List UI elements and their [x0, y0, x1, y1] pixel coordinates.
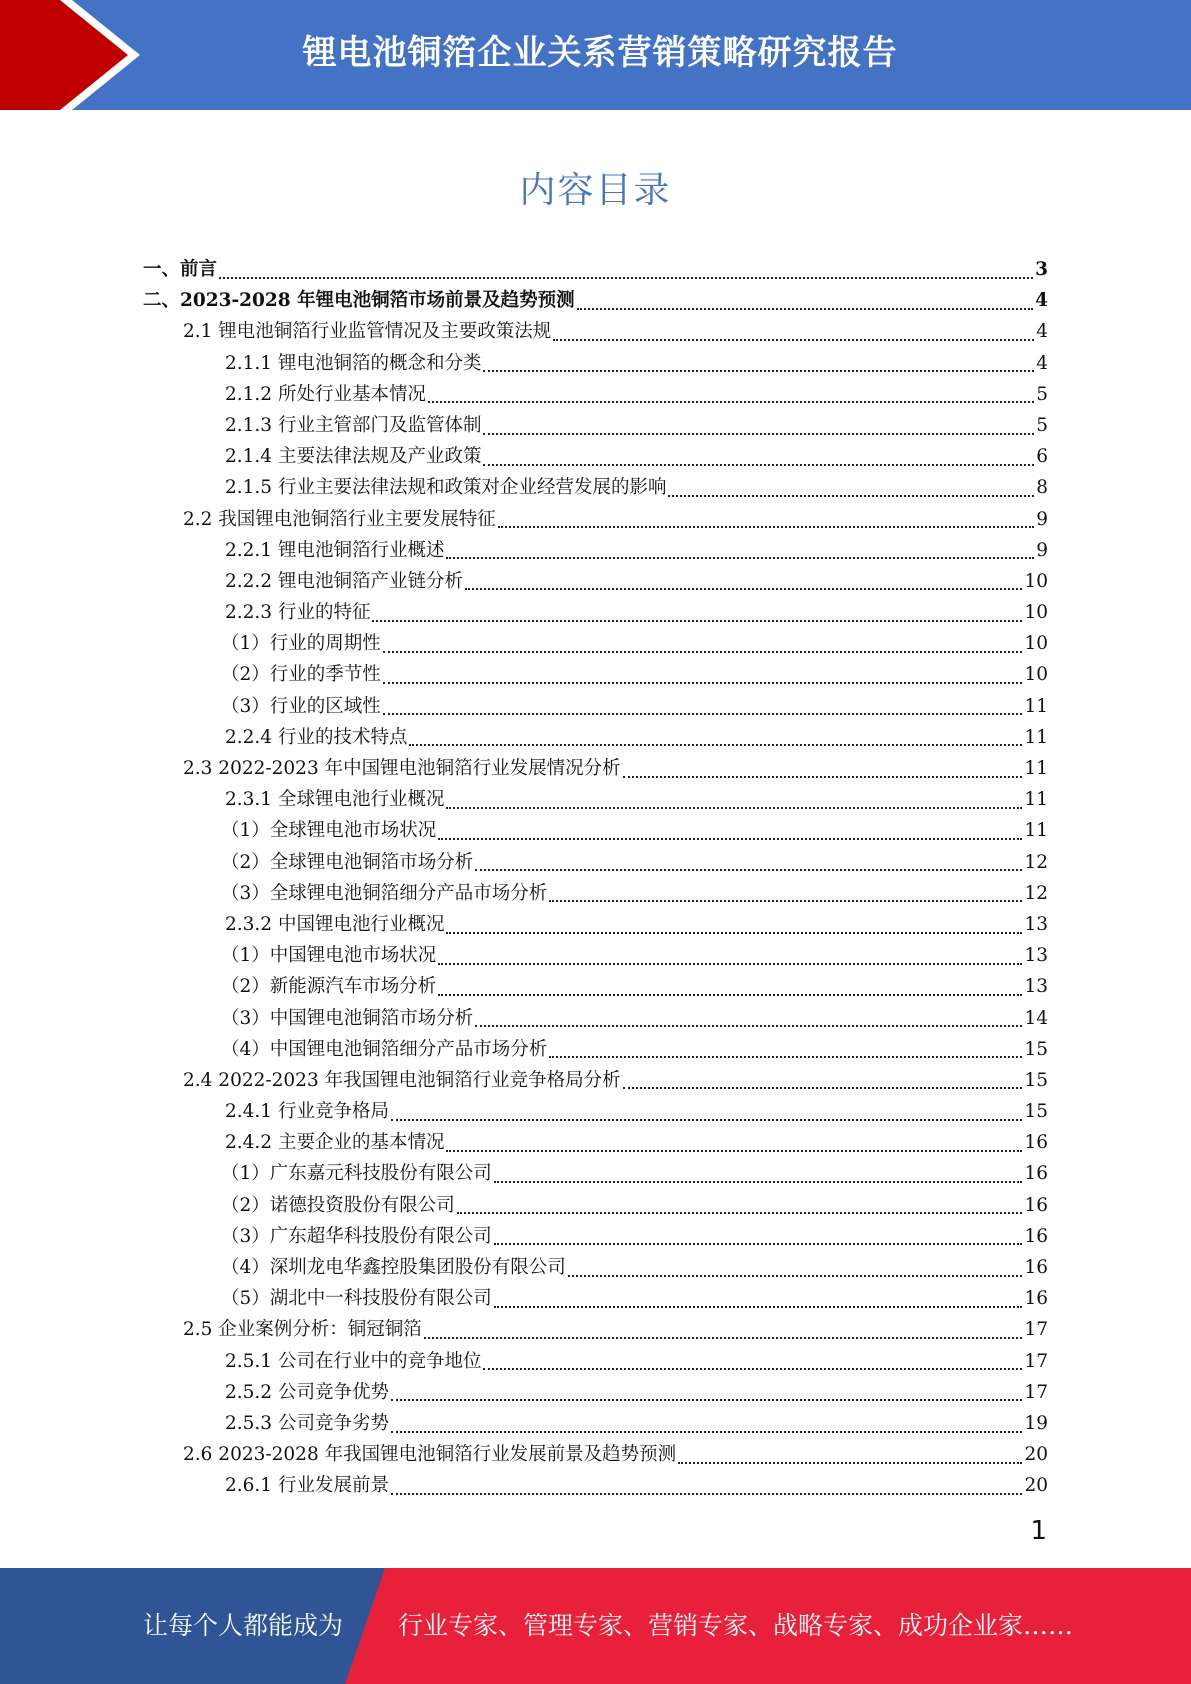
toc-dot-leader	[457, 1212, 1023, 1214]
toc-entry[interactable]	[143, 441, 1048, 472]
toc-entry[interactable]	[143, 878, 1048, 909]
toc-entry[interactable]	[143, 1346, 1048, 1377]
toc-dot-leader	[549, 1056, 1022, 1058]
toc-entry-title: 2.2 我国锂电池铜箔行业主要发展特征	[183, 508, 496, 530]
toc-entry-page: 20	[1024, 1444, 1048, 1466]
toc-entry[interactable]	[143, 472, 1048, 503]
toc-dot-leader	[475, 1025, 1022, 1027]
toc-entry-title: 2.1.4 主要法律法规及产业政策	[225, 446, 482, 468]
toc-entry-title: 2.2.2 锂电池铜箔产业链分析	[225, 570, 463, 592]
toc-dot-leader	[623, 1087, 1023, 1089]
toc-entry-title: 2.3 2022-2023 年中国锂电池铜箔行业发展情况分析	[183, 758, 621, 779]
toc-entry[interactable]	[143, 1158, 1048, 1189]
toc-dot-leader	[494, 1243, 1023, 1245]
toc-entry-title: （2）新能源汽车市场分析	[221, 976, 437, 998]
toc-entry-page: 11	[1024, 789, 1048, 811]
toc-entry-page: 13	[1024, 945, 1048, 967]
toc-entry-title: 2.6 2023-2028 年我国锂电池铜箔行业发展前景及趋势预测	[183, 1444, 677, 1466]
toc-dot-leader	[678, 1462, 1022, 1464]
toc-entry-page: 20	[1024, 1475, 1048, 1497]
toc-entry-title: 2.1.5 行业主要法律法规和政策对企业经营发展的影响	[225, 477, 667, 499]
toc-entry-page: 12	[1024, 851, 1048, 873]
toc-dot-leader	[446, 1150, 1022, 1152]
toc-entry-title: 2.2.3 行业的特征	[225, 602, 371, 624]
toc-entry-title: （3）全球锂电池铜箔细分产品市场分析	[221, 882, 548, 904]
toc-entry-title: （3）中国锂电池铜箔市场分析	[221, 1007, 474, 1029]
toc-entry-page: 13	[1024, 976, 1048, 998]
toc-entry-title: 2.4.1 行业竞争格局	[225, 1101, 389, 1123]
toc-dot-leader	[438, 994, 1022, 996]
toc-entry[interactable]	[143, 285, 1048, 316]
toc-entry-page: 16	[1024, 1163, 1048, 1185]
toc-entry-page: 16	[1024, 1288, 1048, 1310]
toc-entry-title: 2.1.2 所处行业基本情况	[225, 383, 426, 405]
toc-dot-leader	[391, 1431, 1022, 1433]
toc-entry-page: 17	[1024, 1319, 1048, 1341]
toc-entry-page: 12	[1024, 882, 1048, 904]
toc-entry-page: 10	[1024, 664, 1048, 686]
toc-entry-title: 2.5.3 公司竞争劣势	[225, 1412, 389, 1434]
toc-dot-leader	[383, 713, 1023, 715]
toc-entry-page: 11	[1024, 695, 1048, 717]
toc-entry-title: （2）诺德投资股份有限公司	[221, 1194, 455, 1216]
toc-entry[interactable]	[143, 722, 1048, 753]
toc-dot-leader	[391, 1119, 1022, 1121]
toc-entry-title: 2.6.1 行业发展前景	[225, 1475, 389, 1497]
toc-entry-title: （1）中国锂电池市场状况	[221, 945, 437, 967]
toc-entry[interactable]	[143, 784, 1048, 815]
toc-dot-leader	[428, 401, 1034, 403]
toc-entry-page: 17	[1024, 1350, 1048, 1372]
toc-entry[interactable]	[143, 909, 1048, 940]
toc-entry[interactable]	[143, 691, 1048, 722]
report-title: 锂电池铜箔企业关系营销策略研究报告	[302, 33, 898, 73]
toc-dot-leader	[219, 277, 1033, 279]
toc-dot-leader	[409, 744, 1022, 746]
toc-dot-leader	[483, 1368, 1022, 1370]
toc-dot-leader	[483, 370, 1034, 372]
toc-dot-leader	[465, 588, 1022, 590]
header-red-arrow-decoration	[0, 0, 160, 110]
toc-entry-title: 二、2023-2028 年锂电池铜箔市场前景及趋势预测	[143, 290, 575, 312]
toc-entry[interactable]	[143, 1470, 1048, 1501]
toc-entry-page: 9	[1036, 539, 1048, 561]
toc-entry[interactable]	[143, 410, 1048, 441]
toc-entry-title: 2.1.3 行业主管部门及监管体制	[225, 414, 482, 436]
toc-dot-leader	[424, 1337, 1023, 1339]
toc-entry-page: 10	[1024, 570, 1048, 592]
toc-entry-page: 5	[1036, 383, 1048, 405]
toc-dot-leader	[383, 682, 1023, 684]
toc-entry[interactable]	[143, 1190, 1048, 1221]
toc-dot-leader	[553, 339, 1034, 341]
toc-entry-page: 15	[1024, 1101, 1048, 1123]
toc-entry-title: （3）行业的区域性	[221, 695, 381, 717]
table-of-contents	[143, 254, 1048, 1502]
toc-entry-page: 4	[1035, 290, 1048, 312]
toc-entry-page: 16	[1024, 1257, 1048, 1278]
toc-entry[interactable]	[143, 1314, 1048, 1345]
toc-dot-leader	[498, 526, 1034, 528]
toc-entry-title: 一、前言	[143, 259, 218, 280]
toc-dot-leader	[475, 869, 1022, 871]
toc-dot-leader	[577, 308, 1034, 310]
toc-entry-page: 6	[1036, 446, 1048, 468]
toc-entry-title: （2）行业的季节性	[221, 664, 381, 686]
toc-entry-title: 2.2.4 行业的技术特点	[225, 726, 408, 748]
page-number: 1	[1030, 1516, 1047, 1546]
toc-entry-title: 2.3.1 全球锂电池行业概况	[225, 789, 445, 811]
toc-dot-leader	[391, 1399, 1022, 1401]
toc-entry-page: 4	[1036, 352, 1048, 374]
toc-entry[interactable]	[143, 1377, 1048, 1408]
toc-entry-title: 2.5.1 公司在行业中的竞争地位	[225, 1350, 482, 1372]
toc-entry[interactable]	[143, 1408, 1048, 1439]
toc-entry[interactable]	[143, 504, 1048, 535]
toc-entry[interactable]	[143, 1034, 1048, 1065]
toc-entry[interactable]	[143, 379, 1048, 410]
report-header	[0, 0, 1191, 110]
toc-entry[interactable]	[143, 1283, 1048, 1314]
toc-entry-page: 10	[1024, 633, 1048, 655]
toc-entry-page: 9	[1036, 508, 1048, 530]
toc-entry-title: 2.4 2022-2023 年我国锂电池铜箔行业竞争格局分析	[183, 1069, 621, 1091]
toc-entry-title: 2.1 锂电池铜箔行业监管情况及主要政策法规	[183, 321, 552, 343]
toc-entry[interactable]	[143, 316, 1048, 347]
toc-entry-page: 4	[1036, 321, 1048, 343]
toc-entry[interactable]	[143, 940, 1048, 971]
toc-entry-page: 3	[1035, 259, 1048, 280]
toc-entry[interactable]	[143, 566, 1048, 597]
footer-banner	[0, 1568, 1191, 1684]
toc-entry[interactable]	[143, 348, 1048, 379]
toc-dot-leader	[483, 433, 1034, 435]
toc-entry-title: 2.4.2 主要企业的基本情况	[225, 1132, 445, 1154]
toc-entry[interactable]	[143, 1127, 1048, 1158]
toc-entry[interactable]	[143, 753, 1048, 784]
toc-entry-title: （3）广东超华科技股份有限公司	[221, 1225, 492, 1247]
toc-entry-page: 11	[1024, 758, 1048, 779]
toc-entry-title: 2.1.1 锂电池铜箔的概念和分类	[225, 352, 482, 374]
toc-dot-leader	[494, 1306, 1023, 1308]
toc-entry-page: 5	[1036, 414, 1048, 436]
toc-entry-page: 13	[1024, 913, 1048, 935]
toc-dot-leader	[438, 963, 1022, 965]
toc-dot-leader	[568, 1275, 1023, 1277]
toc-entry-title: （1）广东嘉元科技股份有限公司	[221, 1163, 492, 1185]
toc-entry-title: 2.2.1 锂电池铜箔行业概述	[225, 539, 445, 561]
toc-entry[interactable]	[143, 847, 1048, 878]
toc-entry-title: （4）中国锂电池铜箔细分产品市场分析	[221, 1038, 548, 1060]
toc-entry[interactable]	[143, 628, 1048, 659]
toc-entry[interactable]	[143, 597, 1048, 628]
toc-dot-leader	[383, 651, 1023, 653]
toc-entry[interactable]	[143, 535, 1048, 566]
toc-entry[interactable]	[143, 1439, 1048, 1470]
toc-entry-page: 8	[1036, 477, 1048, 499]
toc-entry-title: （1）全球锂电池市场状况	[221, 820, 437, 842]
toc-entry-page: 16	[1024, 1225, 1048, 1247]
toc-entry-title: （1）行业的周期性	[221, 633, 381, 655]
toc-entry-page: 14	[1024, 1007, 1048, 1029]
toc-entry-page: 16	[1024, 1132, 1048, 1154]
toc-entry-page: 10	[1024, 602, 1048, 624]
toc-dot-leader	[668, 495, 1034, 497]
toc-dot-leader	[446, 557, 1034, 559]
toc-dot-leader	[446, 807, 1022, 809]
toc-entry-title: 2.5.2 公司竞争优势	[225, 1381, 389, 1403]
toc-entry[interactable]	[143, 1096, 1048, 1127]
toc-entry[interactable]	[143, 1003, 1048, 1034]
toc-entry-page: 11	[1024, 820, 1048, 842]
toc-entry-title: 2.3.2 中国锂电池行业概况	[225, 913, 445, 935]
toc-entry-page: 15	[1024, 1069, 1048, 1091]
toc-entry[interactable]	[143, 1252, 1048, 1283]
footer-slogan-left: 让每个人都能成为	[143, 1611, 344, 1640]
toc-dot-leader	[483, 464, 1034, 466]
toc-entry[interactable]	[143, 254, 1048, 285]
toc-entry-title: （5）湖北中一科技股份有限公司	[221, 1288, 492, 1310]
toc-dot-leader	[391, 1493, 1022, 1495]
toc-dot-leader	[438, 838, 1022, 840]
toc-entry[interactable]	[143, 1065, 1048, 1096]
toc-entry-page: 19	[1024, 1412, 1048, 1434]
toc-dot-leader	[623, 776, 1023, 778]
footer-slogan-right: 行业专家、管理专家、营销专家、战略专家、成功企业家……	[398, 1611, 1074, 1640]
toc-heading: 内容目录	[519, 170, 672, 211]
toc-entry-page: 15	[1024, 1038, 1048, 1060]
toc-dot-leader	[549, 900, 1022, 902]
toc-entry-title: （2）全球锂电池铜箔市场分析	[221, 851, 474, 873]
toc-dot-leader	[446, 932, 1022, 934]
toc-entry[interactable]	[143, 971, 1048, 1002]
toc-dot-leader	[372, 620, 1022, 622]
toc-entry-title: （4）深圳龙电华鑫控股集团股份有限公司	[221, 1257, 566, 1278]
toc-entry[interactable]	[143, 659, 1048, 690]
toc-entry[interactable]	[143, 1221, 1048, 1252]
toc-entry-page: 17	[1024, 1381, 1048, 1403]
toc-entry-page: 11	[1024, 726, 1048, 748]
toc-entry-title: 2.5 企业案例分析：铜冠铜箔	[183, 1319, 422, 1341]
toc-entry-page: 16	[1024, 1194, 1048, 1216]
toc-dot-leader	[494, 1181, 1023, 1183]
toc-entry[interactable]	[143, 815, 1048, 846]
